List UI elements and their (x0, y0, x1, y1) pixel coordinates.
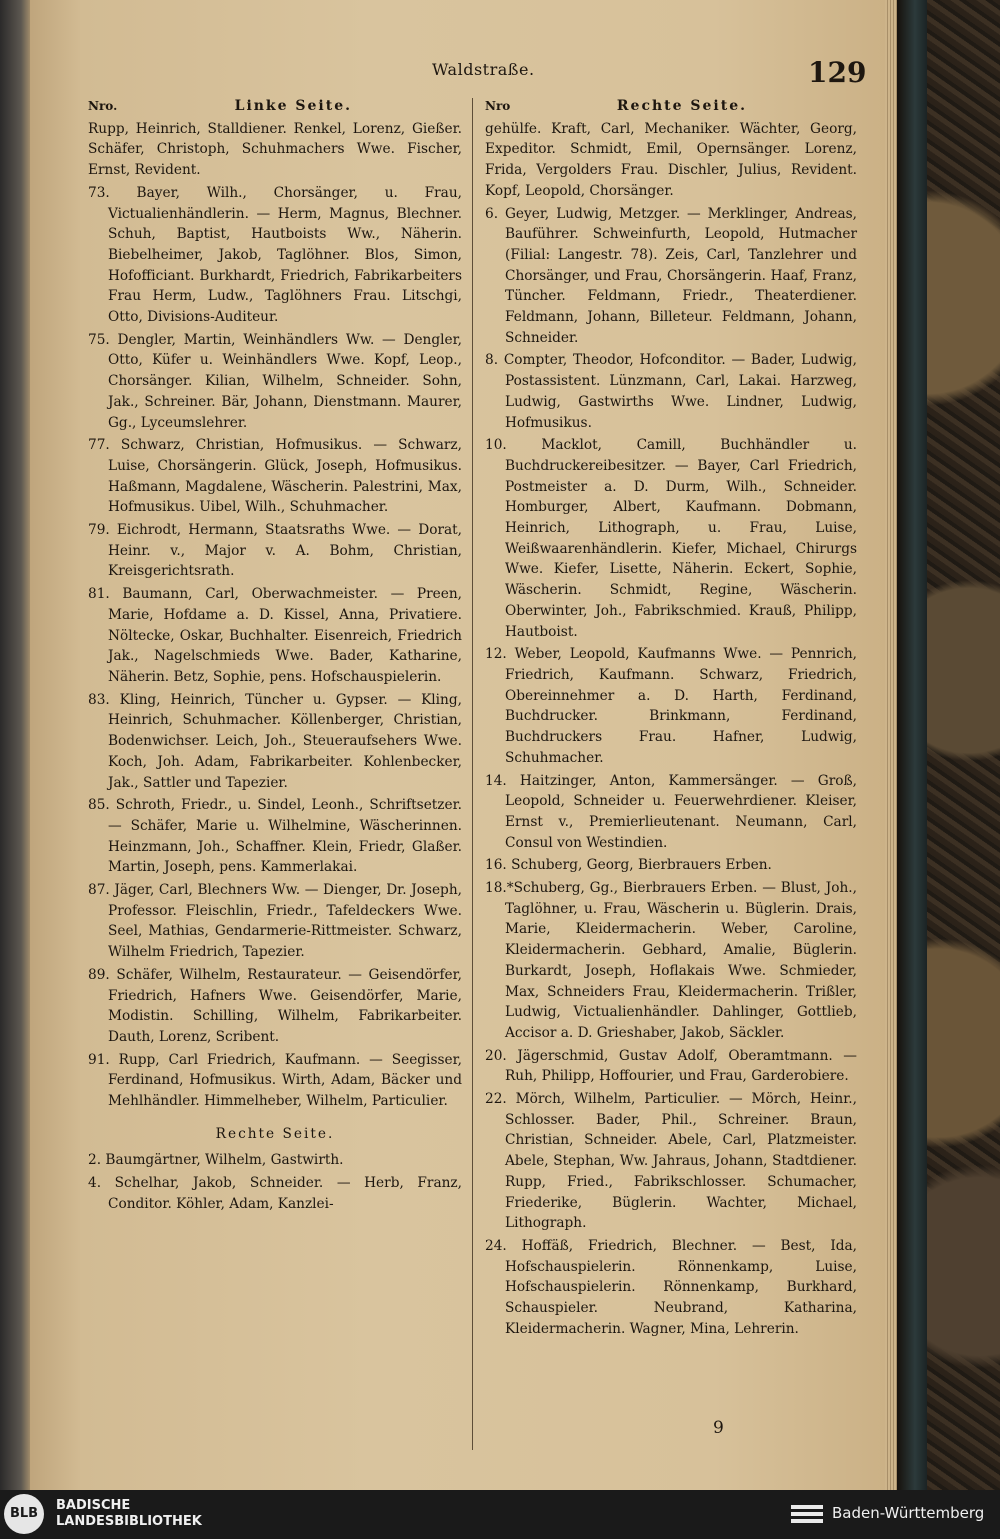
list-item: 91. Rupp, Carl Friedrich, Kaufmann. — Seegisser, Ferdinand, Hofmusikus. Wirth, Adam, Bäcker und Mehlhändler. Himmelheber, Wilhelm, Particulier. (88, 1051, 462, 1110)
side-label: Linke Seite. (234, 98, 352, 114)
list-item: 4. Schelhar, Jakob, Schneider. — Herb, Franz, Conditor. Köhler, Adam, Kanzlei- (88, 1175, 462, 1212)
page-number: 129 (808, 56, 867, 89)
list-item: 6. Geyer, Ludwig, Metzger. — Merklinger, Andreas, Bauführer. Schweinfurth, Leopold, Hutmacher (Filial: Langestr. 78). Zeis, Carl, Tanzlehrer und Chorsänger, und Frau, Chorsängerin. Haaf, Franz, Tüncher. Feldmann, Friedr., Theaterdiener. Feldmann, Johann, Billeteur. Feldmann, Johann, Schneider. (485, 205, 857, 346)
list-item: 12. Weber, Leopold, Kaufmanns Wwe. — Pennrich, Friedrich, Kaufmann. Schwarz, Friedrich, Obereinnehmer a. D. Harth, Ferdinand, Buchdrucker. Brinkmann, Ferdinand, Buchdruckers Frau. Hafner, Ludwig, Schuhmacher. (485, 646, 857, 766)
library-name-line1: BADISCHE (56, 1498, 131, 1513)
list-item: 87. Jäger, Carl, Blechners Ww. — Dienger, Dr. Joseph, Professor. Fleischlin, Friedr., Tafeldeckers Wwe. Seel, Mathias, Gendarmerie-Rittmeister. Schwarz, Wilhelm Friedrich, Tapezier. (88, 882, 462, 961)
list-item: gehülfe. Kraft, Carl, Mechaniker. Wächter, Georg, Expeditor. Schmidt, Emil, Opernsänger. Lorenz, Frida, Vergolders Frau. Dischler, Julius, Revident. Kopf, Leopold, Chorsänger. (485, 120, 857, 199)
side-label: Rechte Seite. (616, 98, 747, 114)
page-stack-edge (885, 0, 897, 1490)
list-item: 14. Haitzinger, Anton, Kammersänger. — Groß, Leopold, Schneider u. Feuerwehrdiener. Kleiser, Ernst v., Premierlieutenant. Neumann, Carl, Consul von Westindien. (485, 772, 857, 851)
state-name[interactable]: Baden-Württemberg (832, 1504, 985, 1522)
library-name-line2: LANDESBIBLIOTHEK (56, 1514, 202, 1529)
list-item: 79. Eichrodt, Hermann, Staatsraths Wwe. — Dorat, Heinr. v., Major v. A. Bohm, Christian, Kreisgerichtsrath. (88, 522, 462, 580)
nro-label: Nro. (88, 99, 118, 113)
list-item: 83. Kling, Heinrich, Tüncher u. Gypser. — Kling, Heinrich, Schuhmacher. Köllenberger, Christian, Bodenwichser. Leich, Joh., Steueraufsehers Wwe. Koch, Joh. Adam, Fabrikarbeiter. Kohlenbecker, Jak., Sattler und Tapezier. (88, 691, 462, 791)
footer-bar (0, 1490, 1000, 1539)
list-item: 18.*Schuberg, Gg., Bierbrauers Erben. — Blust, Joh., Taglöhner, u. Frau, Wäscherin u. Büglerin. Drais, Marie, Kleidermacherin. Weber, Caroline, Kleidermacherin. Gebhard, Amalie, Büglerin. Burkardt, Joseph, Hoflakais Wwe. Schmieder, Max, Schneiders Frau, Kleidermacherin. Trißler, Ludwig, Victualienhändler. Dahlinger, Gottlieb, Accisor a. D. Grieshaber, Jakob, Säckler. (485, 880, 857, 1041)
list-item: Rupp, Heinrich, Stalldiener. Renkel, Lorenz, Gießer. Schäfer, Christoph, Schuhmachers Wwe. Fischer, Ernst, Revident. (88, 120, 462, 179)
list-item: 10. Macklot, Camill, Buchhändler u. Buchdruckereibesitzer. — Bayer, Carl Friedrich, Postmeister a. D. Durm, Wilh., Schneider. Homburger, Albert, Kaufmann. Dobmann, Heinrich, Lithograph, u. Frau, Luise, Weißwaarenhändlerin. Kiefer, Michael, Chirurgs Wwe. Kiefer, Lisette, Näherin. Eckert, Sophie, Wäscherin. Schmidt, Regine, Wäscherin. Oberwinter, Joh., Fabrikschmied. Krauß, Philipp, Hautboist. (485, 437, 857, 640)
cover-spine (897, 0, 927, 1490)
list-item: 24. Hoffäß, Friedrich, Blechner. — Best, Ida, Hofschauspielerin. Rönnenkamp, Luise, Hofschauspielerin. Rönnenkamp, Burkhard, Schauspieler. Neubrand, Katharina, Kleidermacherin. Wagner, Mina, Lehrerin. (485, 1237, 857, 1337)
nro-label: Nro (485, 99, 511, 113)
list-item: 85. Schroth, Friedr., u. Sindel, Leonh., Schriftsetzer. — Schäfer, Marie u. Wilhelmine, Wäscherinnen. Heinzmann, Joh., Schaffner. Klein, Friedr, Glaßer. Martin, Joseph, pens. Kammerlakai. (88, 797, 462, 876)
list-item: 16. Schuberg, Georg, Bierbrauers Erben. (485, 857, 772, 874)
left-column (88, 96, 462, 1217)
list-item: 77. Schwarz, Christian, Hofmusikus. — Schwarz, Luise, Chorsängerin. Glück, Joseph, Hofmusikus. Haßmann, Magdalene, Wäscherin. Palestrini, Max, Hofmusikus. Uibel, Wilh., Schuhmacher. (88, 437, 462, 516)
list-item: 8. Compter, Theodor, Hofconditor. — Bader, Ludwig, Postassistent. Lünzmann, Carl, Lakai. Harzweg, Ludwig, Gastwirths Wwe. Lindner, Ludwig, Hofmusikus. (485, 352, 857, 431)
blb-logo-icon[interactable]: BLB (4, 1494, 44, 1534)
right-column-header (485, 96, 857, 117)
signature-mark: 9 (713, 1418, 724, 1438)
state-lions-icon (790, 1502, 824, 1528)
list-item: 22. Mörch, Wilhelm, Particulier. — Mörch, Heinr., Schlosser. Bader, Phil., Schreiner. Braun, Christian, Schneider. Abele, Carl, Platzmeister. Abele, Stephan, Ww. Jahraus, Johann, Stadtdiener. Rupp, Fried., Fabrikschlosser. Schumacher, Friederike, Büglerin. Wachter, Michael, Lithograph. (485, 1091, 857, 1232)
section-subhead: Rechte Seite. (215, 1125, 335, 1142)
list-item: 73. Bayer, Wilh., Chorsänger, u. Frau, Victualienhändlerin. — Herm, Magnus, Blechner. Schuh, Baptist, Hautboists Ww., Näherin. Biebelheimer, Jakob, Taglöhner. Blos, Simon, Hofofficiant. Burkhardt, Friedrich, Fabrikarbeiters Frau Herm, Ludw., Taglöhners Frau. Litschgi, Otto, Divisions-Auditeur. (88, 184, 462, 326)
list-item: 75. Dengler, Martin, Weinhändlers Ww. — Dengler, Otto, Küfer u. Weinhändlers Wwe. Kopf, Leop., Chorsänger. Kilian, Wilhelm, Schneider. Sohn, Jak., Schreiner. Bär, Johann, Dienstmann. Maurer, Gg., Lyceumslehrer. (88, 331, 462, 431)
column-divider (472, 98, 473, 1450)
running-head: Waldstraße. (432, 60, 535, 79)
right-column (485, 96, 857, 1341)
list-item: 2. Baumgärtner, Wilhelm, Gastwirth. (88, 1152, 344, 1169)
list-item: 20. Jägerschmid, Gustav Adolf, Oberamtmann. — Ruh, Philipp, Hoffourier, und Frau, Garderobiere. (485, 1047, 857, 1085)
list-item: 89. Schäfer, Wilhelm, Restaurateur. — Geisendörfer, Friedrich, Hafners Wwe. Geisendörfer, Marie, Modistin. Schilling, Wilhelm, Fabrikarbeiter. Dauth, Lorenz, Scribent. (88, 966, 462, 1045)
list-item: 81. Baumann, Carl, Oberwachmeister. — Preen, Marie, Hofdame a. D. Kissel, Anna, Privatiere. Nöltecke, Oskar, Buchhalter. Eisenreich, Friedrich Jak., Nagelschmieds Wwe. Bader, Katharine, Näherin. Betz, Sophie, pens. Hofschauspielerin. (88, 586, 462, 685)
facing-page-edge (0, 0, 30, 1490)
library-name (56, 1498, 202, 1530)
left-column-header (88, 96, 462, 117)
